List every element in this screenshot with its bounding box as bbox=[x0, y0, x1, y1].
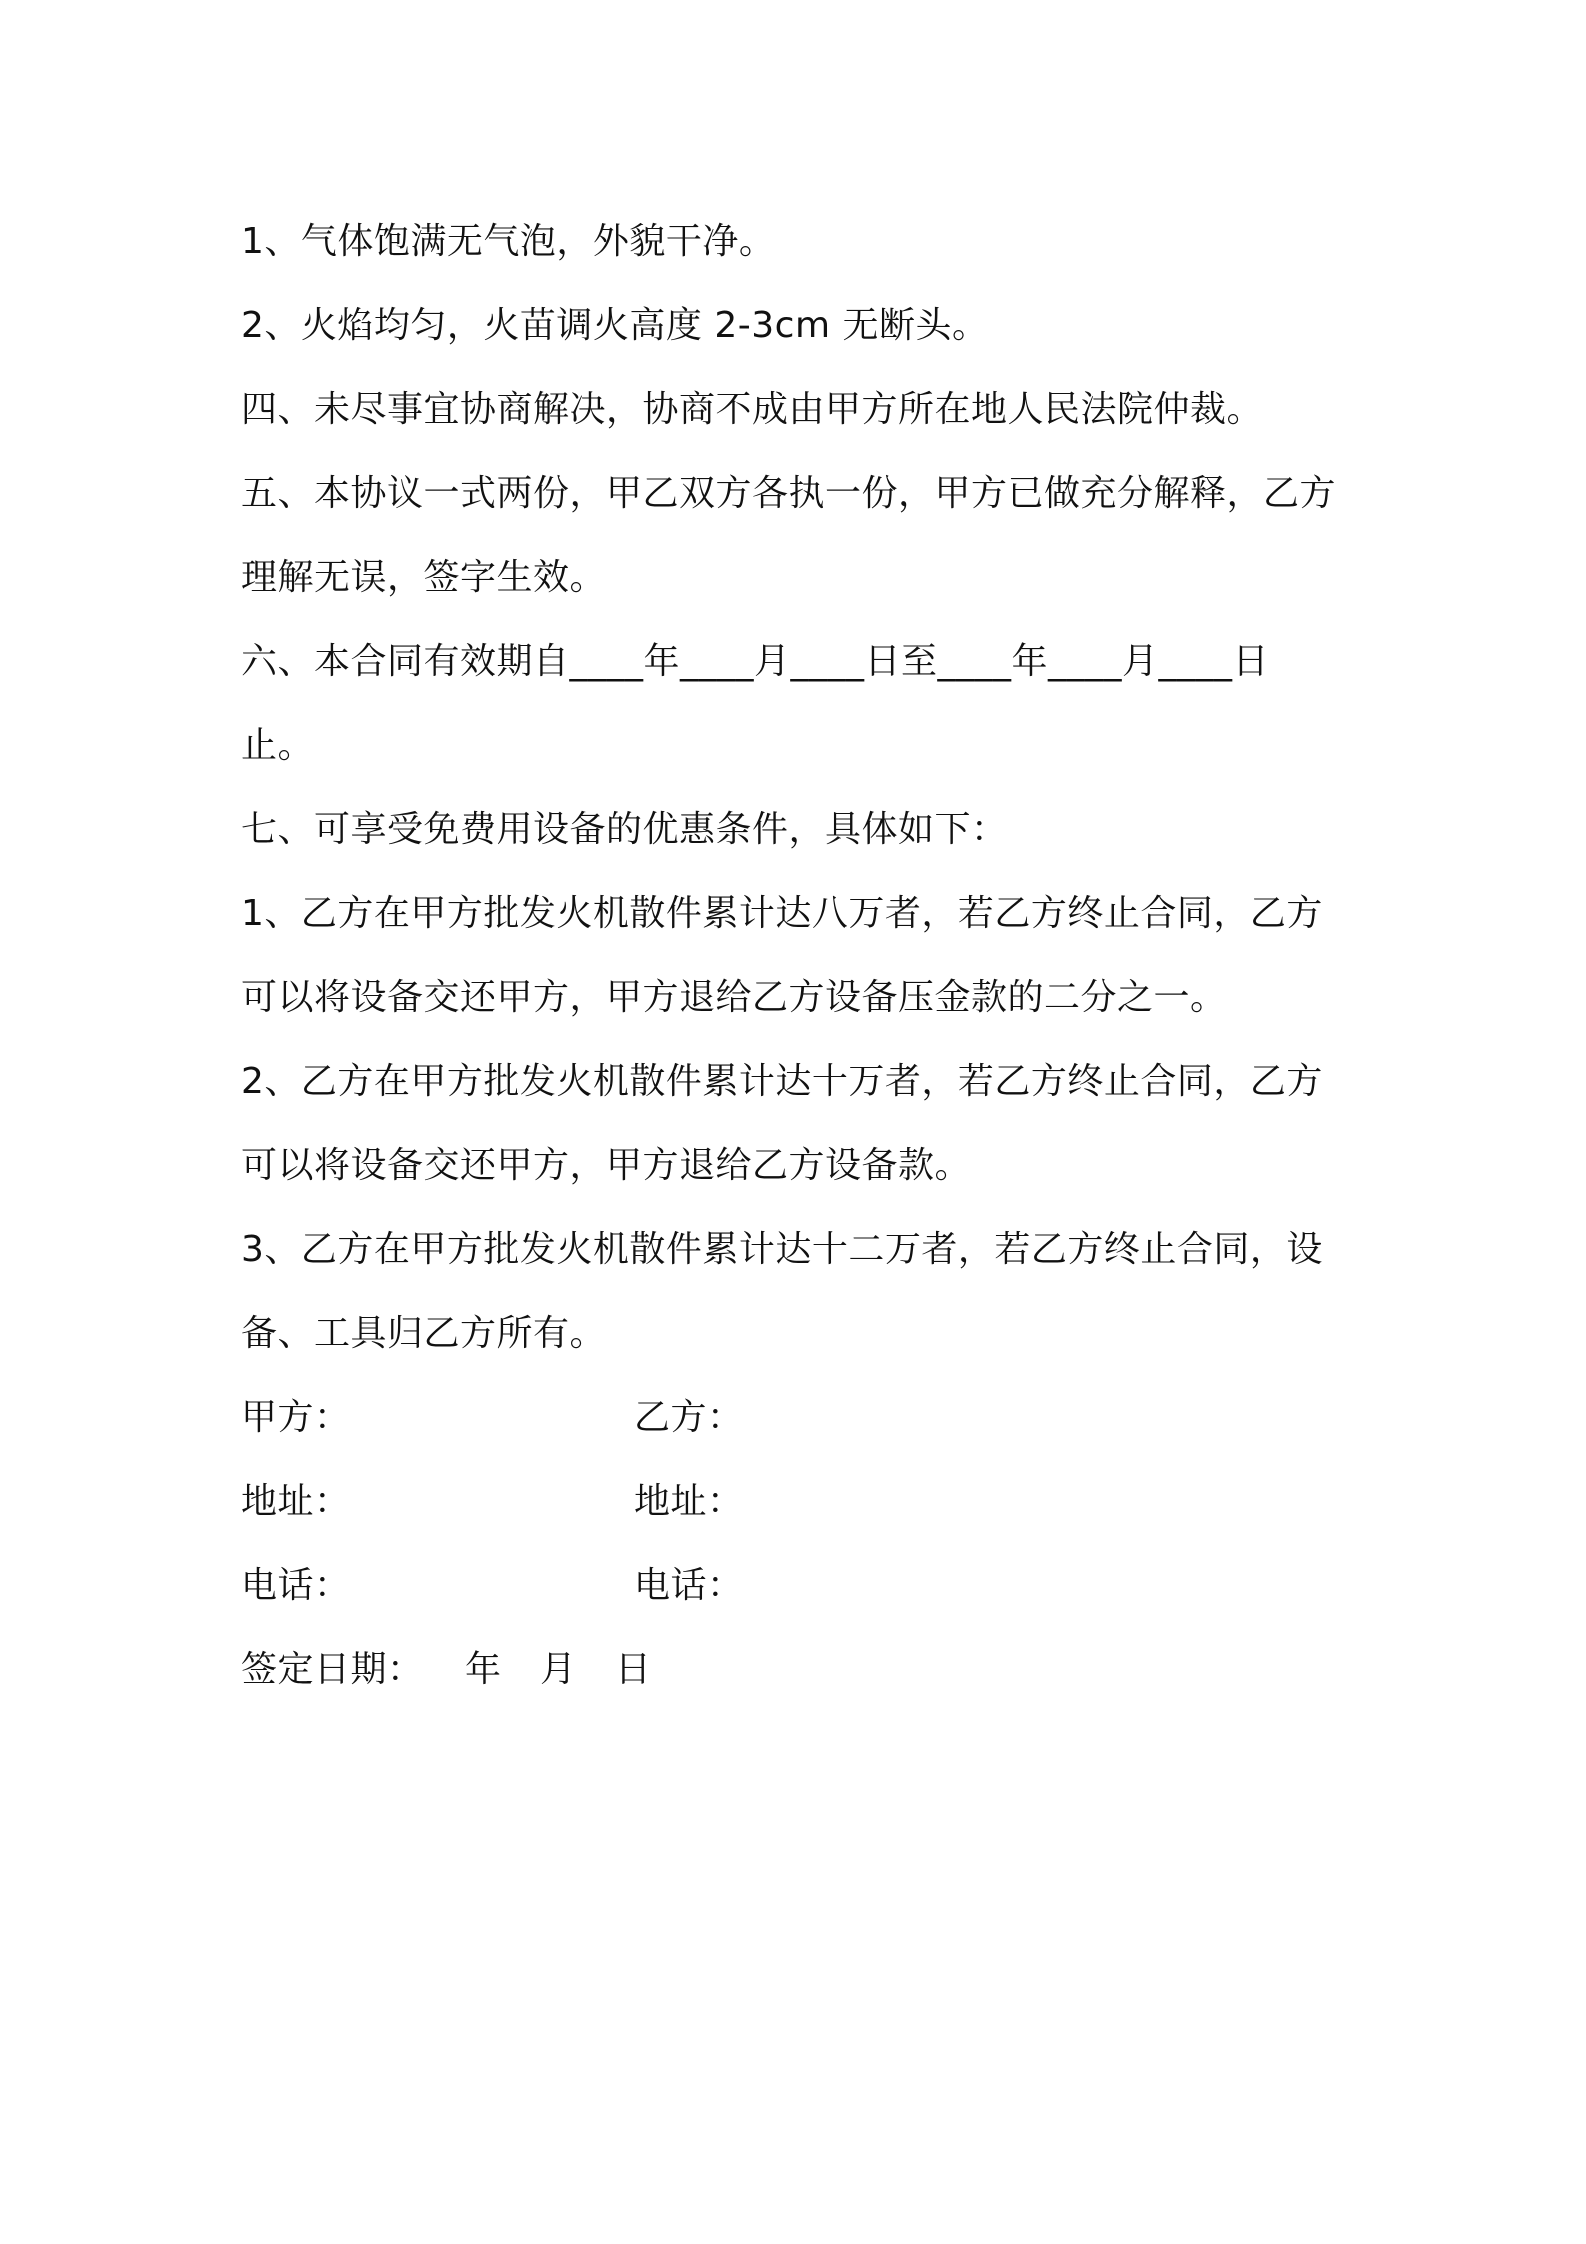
clause-seven-item-1: 1、乙方在甲方批发火机散件累计达八万者，若乙方终止合同，乙方 bbox=[241, 893, 1323, 934]
document-body bbox=[241, 200, 1361, 1712]
clause-five-copies: 五、本协议一式两份，甲乙双方各执一份，甲方已做充分解释，乙方 bbox=[241, 473, 1337, 514]
party-b-label: 乙方： bbox=[634, 1397, 744, 1438]
clause-six-validity-cont: 止。 bbox=[241, 725, 315, 766]
address-b-label: 地址： bbox=[634, 1481, 744, 1522]
signing-date-label: 签定日期： bbox=[241, 1649, 424, 1690]
phone-a-label: 电话： bbox=[241, 1565, 351, 1606]
clause-seven-item-2-cont: 可以将设备交还甲方，甲方退给乙方设备款。 bbox=[241, 1145, 972, 1186]
day-label: 日 bbox=[615, 1649, 652, 1690]
party-a-label: 甲方： bbox=[241, 1397, 351, 1438]
clause-1-gas: 1、气体饱满无气泡，外貌干净。 bbox=[241, 221, 776, 262]
clause-seven-item-1-cont: 可以将设备交还甲方，甲方退给乙方设备压金款的二分之一。 bbox=[241, 977, 1227, 1018]
clause-seven-item-3: 3、乙方在甲方批发火机散件累计达十二万者，若乙方终止合同，设 bbox=[241, 1229, 1323, 1270]
clause-six-validity: 六、本合同有效期自____年____月____日至____年____月____日 bbox=[241, 641, 1270, 682]
phone-b-label: 电话： bbox=[634, 1565, 744, 1606]
phone-row bbox=[241, 1544, 1361, 1628]
signing-date-row bbox=[241, 1628, 1361, 1712]
clause-seven-item-2: 2、乙方在甲方批发火机散件累计达十万者，若乙方终止合同，乙方 bbox=[241, 1061, 1323, 1102]
clause-2-flame: 2、火焰均匀，火苗调火高度 2-3cm 无断头。 bbox=[241, 305, 989, 346]
party-row bbox=[241, 1376, 1361, 1460]
clause-seven-item-3-cont: 备、工具归乙方所有。 bbox=[241, 1313, 607, 1354]
clause-five-copies-cont: 理解无误，签字生效。 bbox=[241, 557, 607, 598]
address-a-label: 地址： bbox=[241, 1481, 351, 1522]
address-row bbox=[241, 1460, 1361, 1544]
year-label: 年 bbox=[465, 1649, 502, 1690]
clause-four-disputes: 四、未尽事宜协商解决，协商不成由甲方所在地人民法院仲裁。 bbox=[241, 389, 1264, 430]
month-label: 月 bbox=[540, 1649, 577, 1690]
clause-seven-heading: 七、可享受免费用设备的优惠条件，具体如下： bbox=[241, 809, 1008, 850]
